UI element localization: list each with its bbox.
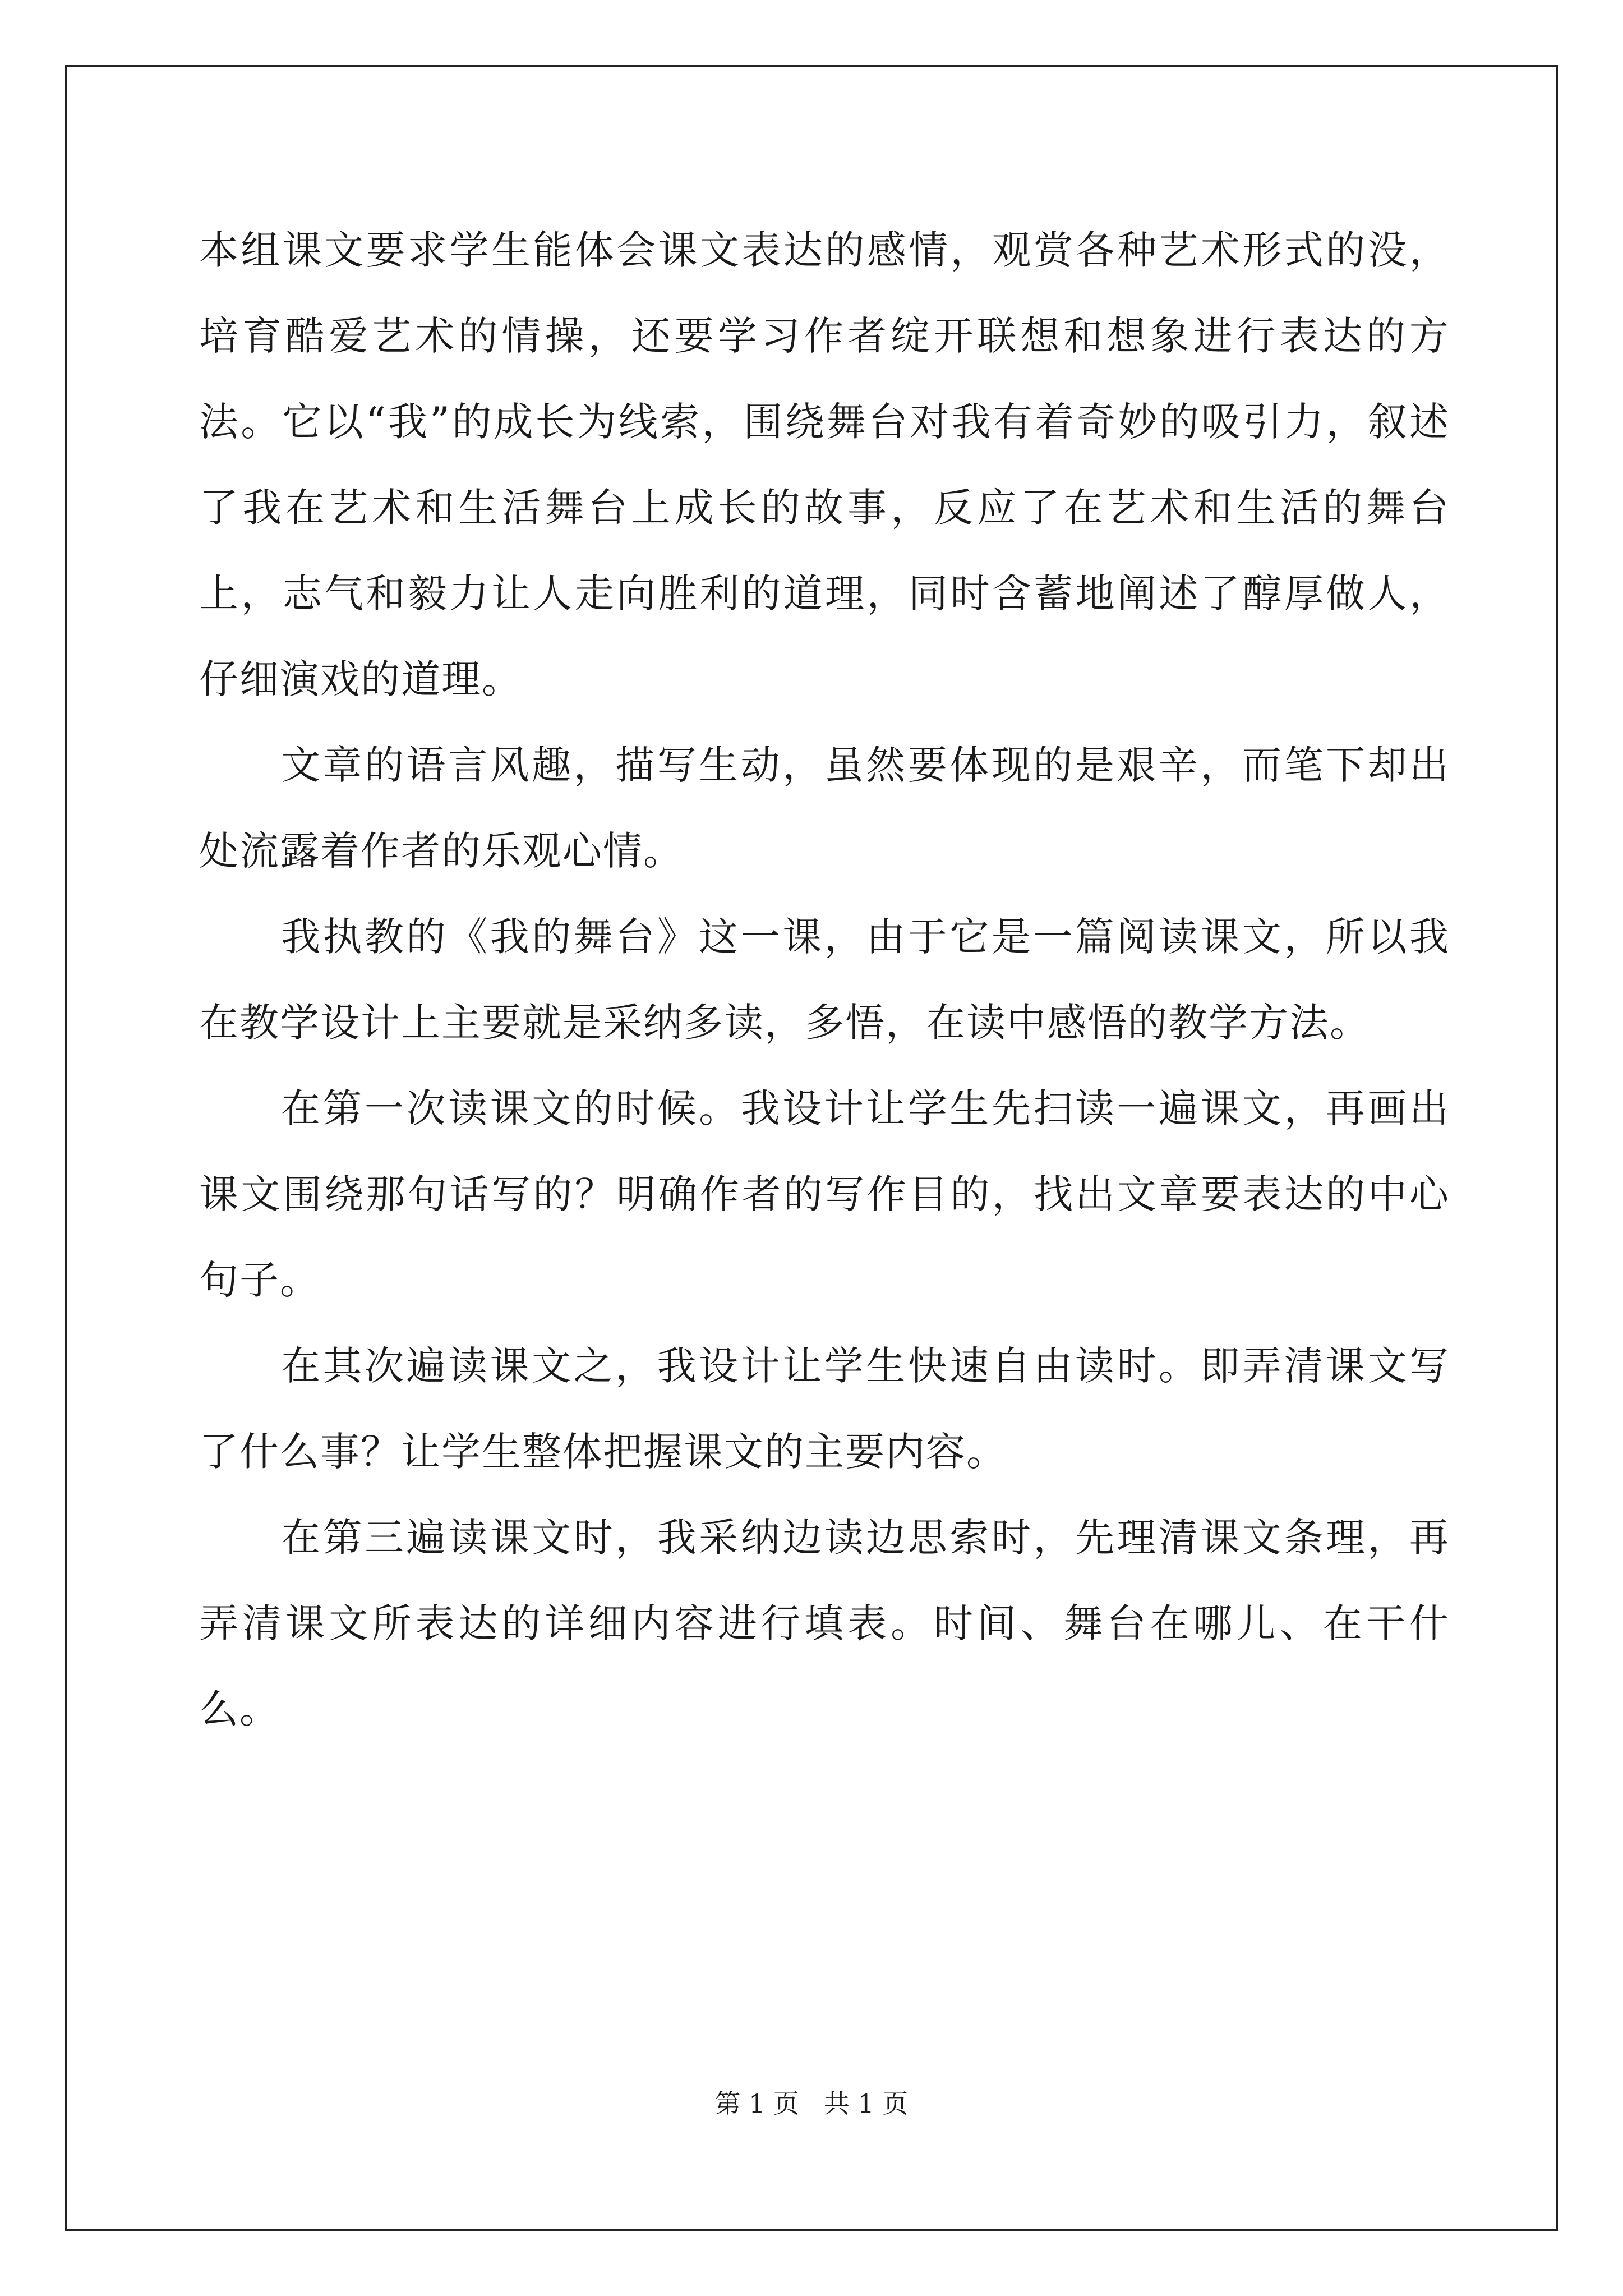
document-body bbox=[199, 208, 1450, 1752]
paragraph-language: 文章的语言风趣，描写生动，虽然要体现的是艰辛，而笔下却出处流露着作者的乐观心情。 bbox=[199, 742, 1450, 874]
paragraph-teaching-design: 我执教的《我的舞台》这一课，由于它是一篇阅读课文，所以我在教学设计上主要就是采纳多读，多悟，在读中感悟的教学方法。 bbox=[199, 914, 1450, 1046]
paragraph-third-reading: 在第三遍读课文时，我采纳边读边思索时，先理清课文条理，再弄清课文所表达的详细内容进行填表。时间、舞台在哪儿、在干什么。 bbox=[199, 1515, 1450, 1732]
paragraph-second-reading: 在其次遍读课文之，我设计让学生快速自由读时。即弄清课文写了什么事？让学生整体把握课文的主要内容。 bbox=[199, 1343, 1450, 1475]
paragraph-first-reading: 在第一次读课文的时候。我设计让学生先扫读一遍课文，再画出课文围绕那句话写的？明确作者的写作目的，找出文章要表达的中心句子。 bbox=[199, 1085, 1450, 1303]
paragraph-intro: 本组课文要求学生能体会课文表达的感情，观赏各种艺术形式的没，培育酷爱艺术的情操，还要学习作者绽开联想和想象进行表达的方法。它以“我”的成长为线索，围绕舞台对我有着奇妙的吸引力，叙述了我在艺术和生活舞台上成长的故事，反应了在艺术和生活的舞台上，志气和毅力让人走向胜利的道理，同时含蓄地阐述了醇厚做人，仔细演戏的道理。 bbox=[199, 227, 1450, 702]
page-number-footer: 第 1 页 共 1 页 bbox=[714, 2088, 909, 2119]
